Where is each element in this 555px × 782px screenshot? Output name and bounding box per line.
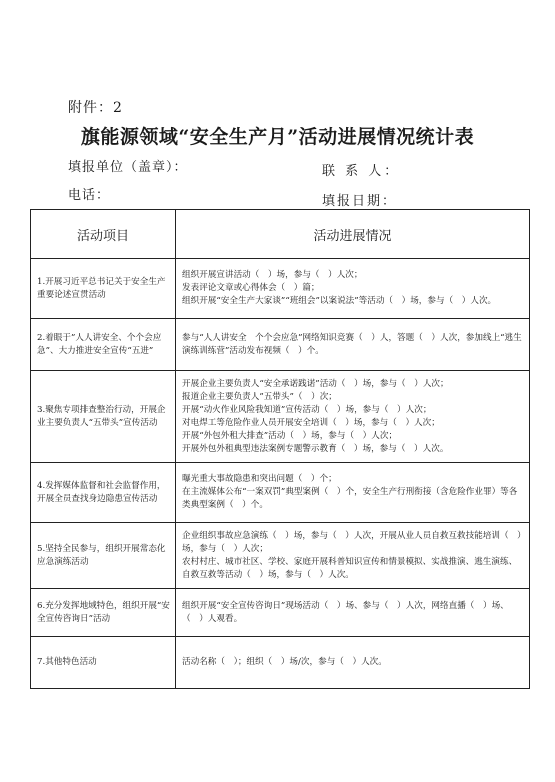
table-row xyxy=(31,259,530,319)
progress-line: 企业组织事故应急演练（ ）场，参与（ ）人次，开展从业人员自救互救技能培训（ ）场，参与（ ）人次； xyxy=(182,530,522,554)
table-row xyxy=(31,463,530,523)
activity-item: 1.开展习近平总书记关于安全生产重要论述宣贯活动 xyxy=(31,259,176,319)
table-header-row xyxy=(31,210,530,259)
progress-line: 开展外包外租典型违法案例专题警示教育（ ）场，参与（ ）人次。 xyxy=(182,443,449,454)
progress-cell xyxy=(176,259,530,319)
progress-line: 在主流媒体公布“一案双罚”典型案例（ ）个，安全生产行刑衔接（含危险作业罪）等各类典型案例（ ）个。 xyxy=(182,487,518,510)
column-header-activity: 活动项目 xyxy=(31,210,176,259)
progress-line: 发表评论文章或心得体会（ ）篇； xyxy=(182,283,320,293)
progress-line: 开展企业主要负责人“安全承诺践诺”活动（ ）场，参与（ ）人次； xyxy=(182,378,449,389)
attachment-label: 附件：2 xyxy=(68,100,123,116)
progress-cell xyxy=(176,589,530,637)
progress-cell xyxy=(176,319,530,371)
column-header-progress: 活动进展情况 xyxy=(176,210,530,259)
progress-line: 参与“人人讲安全 个个会应急”网络知识竞赛（ ）人，答题（ ）人次，参加线上“逃生演练训练营”活动发布视频（ ）个。 xyxy=(182,332,522,356)
phone-field-label: 电话： xyxy=(68,188,111,203)
progress-line: 组织开展“安全宣传咨询日”现场活动（ ）场、参与（ ）人次，网络直播（ ）场、（ ）人观看。 xyxy=(182,600,509,624)
table-row xyxy=(31,371,530,463)
activity-item: 4.发挥媒体监督和社会监督作用，开展全员查找身边隐患宣传活动 xyxy=(31,463,176,523)
activity-item: 3.聚焦专项排查整治行动，开展企业主要负责人“五带头”宣传活动 xyxy=(31,371,176,463)
activity-item: 6.充分发挥地域特色，组织开展“安全宣传咨询日”活动 xyxy=(31,589,176,637)
activity-item: 5.坚持全民参与，组织开展常态化应急演练活动 xyxy=(31,523,176,589)
unit-field-label: 填报单位（盖章）： xyxy=(68,160,188,175)
activity-item: 2.着眼于”人人讲安全、个个会应急”、大力推进安全宣传“五进” xyxy=(31,319,176,371)
progress-line: 组织开展宣讲活动（ ）场，参与（ ）人次； xyxy=(182,270,363,280)
table-row xyxy=(31,637,530,689)
progress-line: 对电焊工等危险作业人员开展安全培训（ ）场，参与（ ）人次； xyxy=(182,417,440,428)
progress-line: 开展“动火作业风险我知道”宣传活动（ ）场，参与（ ）人次； xyxy=(182,404,432,415)
progress-line: 开展“外包外租大排查”活动（ ）场，参与（ ）人次； xyxy=(182,430,398,441)
date-field-label: 填报日期： xyxy=(322,194,398,209)
progress-line: 曝光重大事故隐患和突出问题（ ）个； xyxy=(182,474,337,484)
table-row xyxy=(31,523,530,589)
activity-item: 7.其他特色活动 xyxy=(31,637,176,689)
statistics-table xyxy=(30,209,530,689)
table-row xyxy=(31,589,530,637)
progress-line: 农村村庄、城市社区、学校、家庭开展科普知识宣传和情景模拟、实战推演、逃生演练、自救互救等活动（ ）场，参与（ ）人次。 xyxy=(182,556,518,580)
progress-line: 报道企业主要负责人”五带头”（ ）次； xyxy=(182,391,337,402)
table-row xyxy=(31,319,530,371)
document-title: 旗能源领域“安全生产月”活动进展情况统计表 xyxy=(80,126,475,148)
progress-cell xyxy=(176,463,530,523)
progress-line: 组织开展“安全生产大家谈”“班组会”以案说法”等活动（ ）场，参与（ ）人次。 xyxy=(182,296,497,306)
progress-cell xyxy=(176,371,530,463)
progress-line: 活动名称（ ）；组织（ ）场/次，参与（ ）人次。 xyxy=(182,657,387,667)
progress-cell xyxy=(176,637,530,689)
contact-field-label: 联 系 人： xyxy=(322,164,401,179)
progress-cell xyxy=(176,523,530,589)
